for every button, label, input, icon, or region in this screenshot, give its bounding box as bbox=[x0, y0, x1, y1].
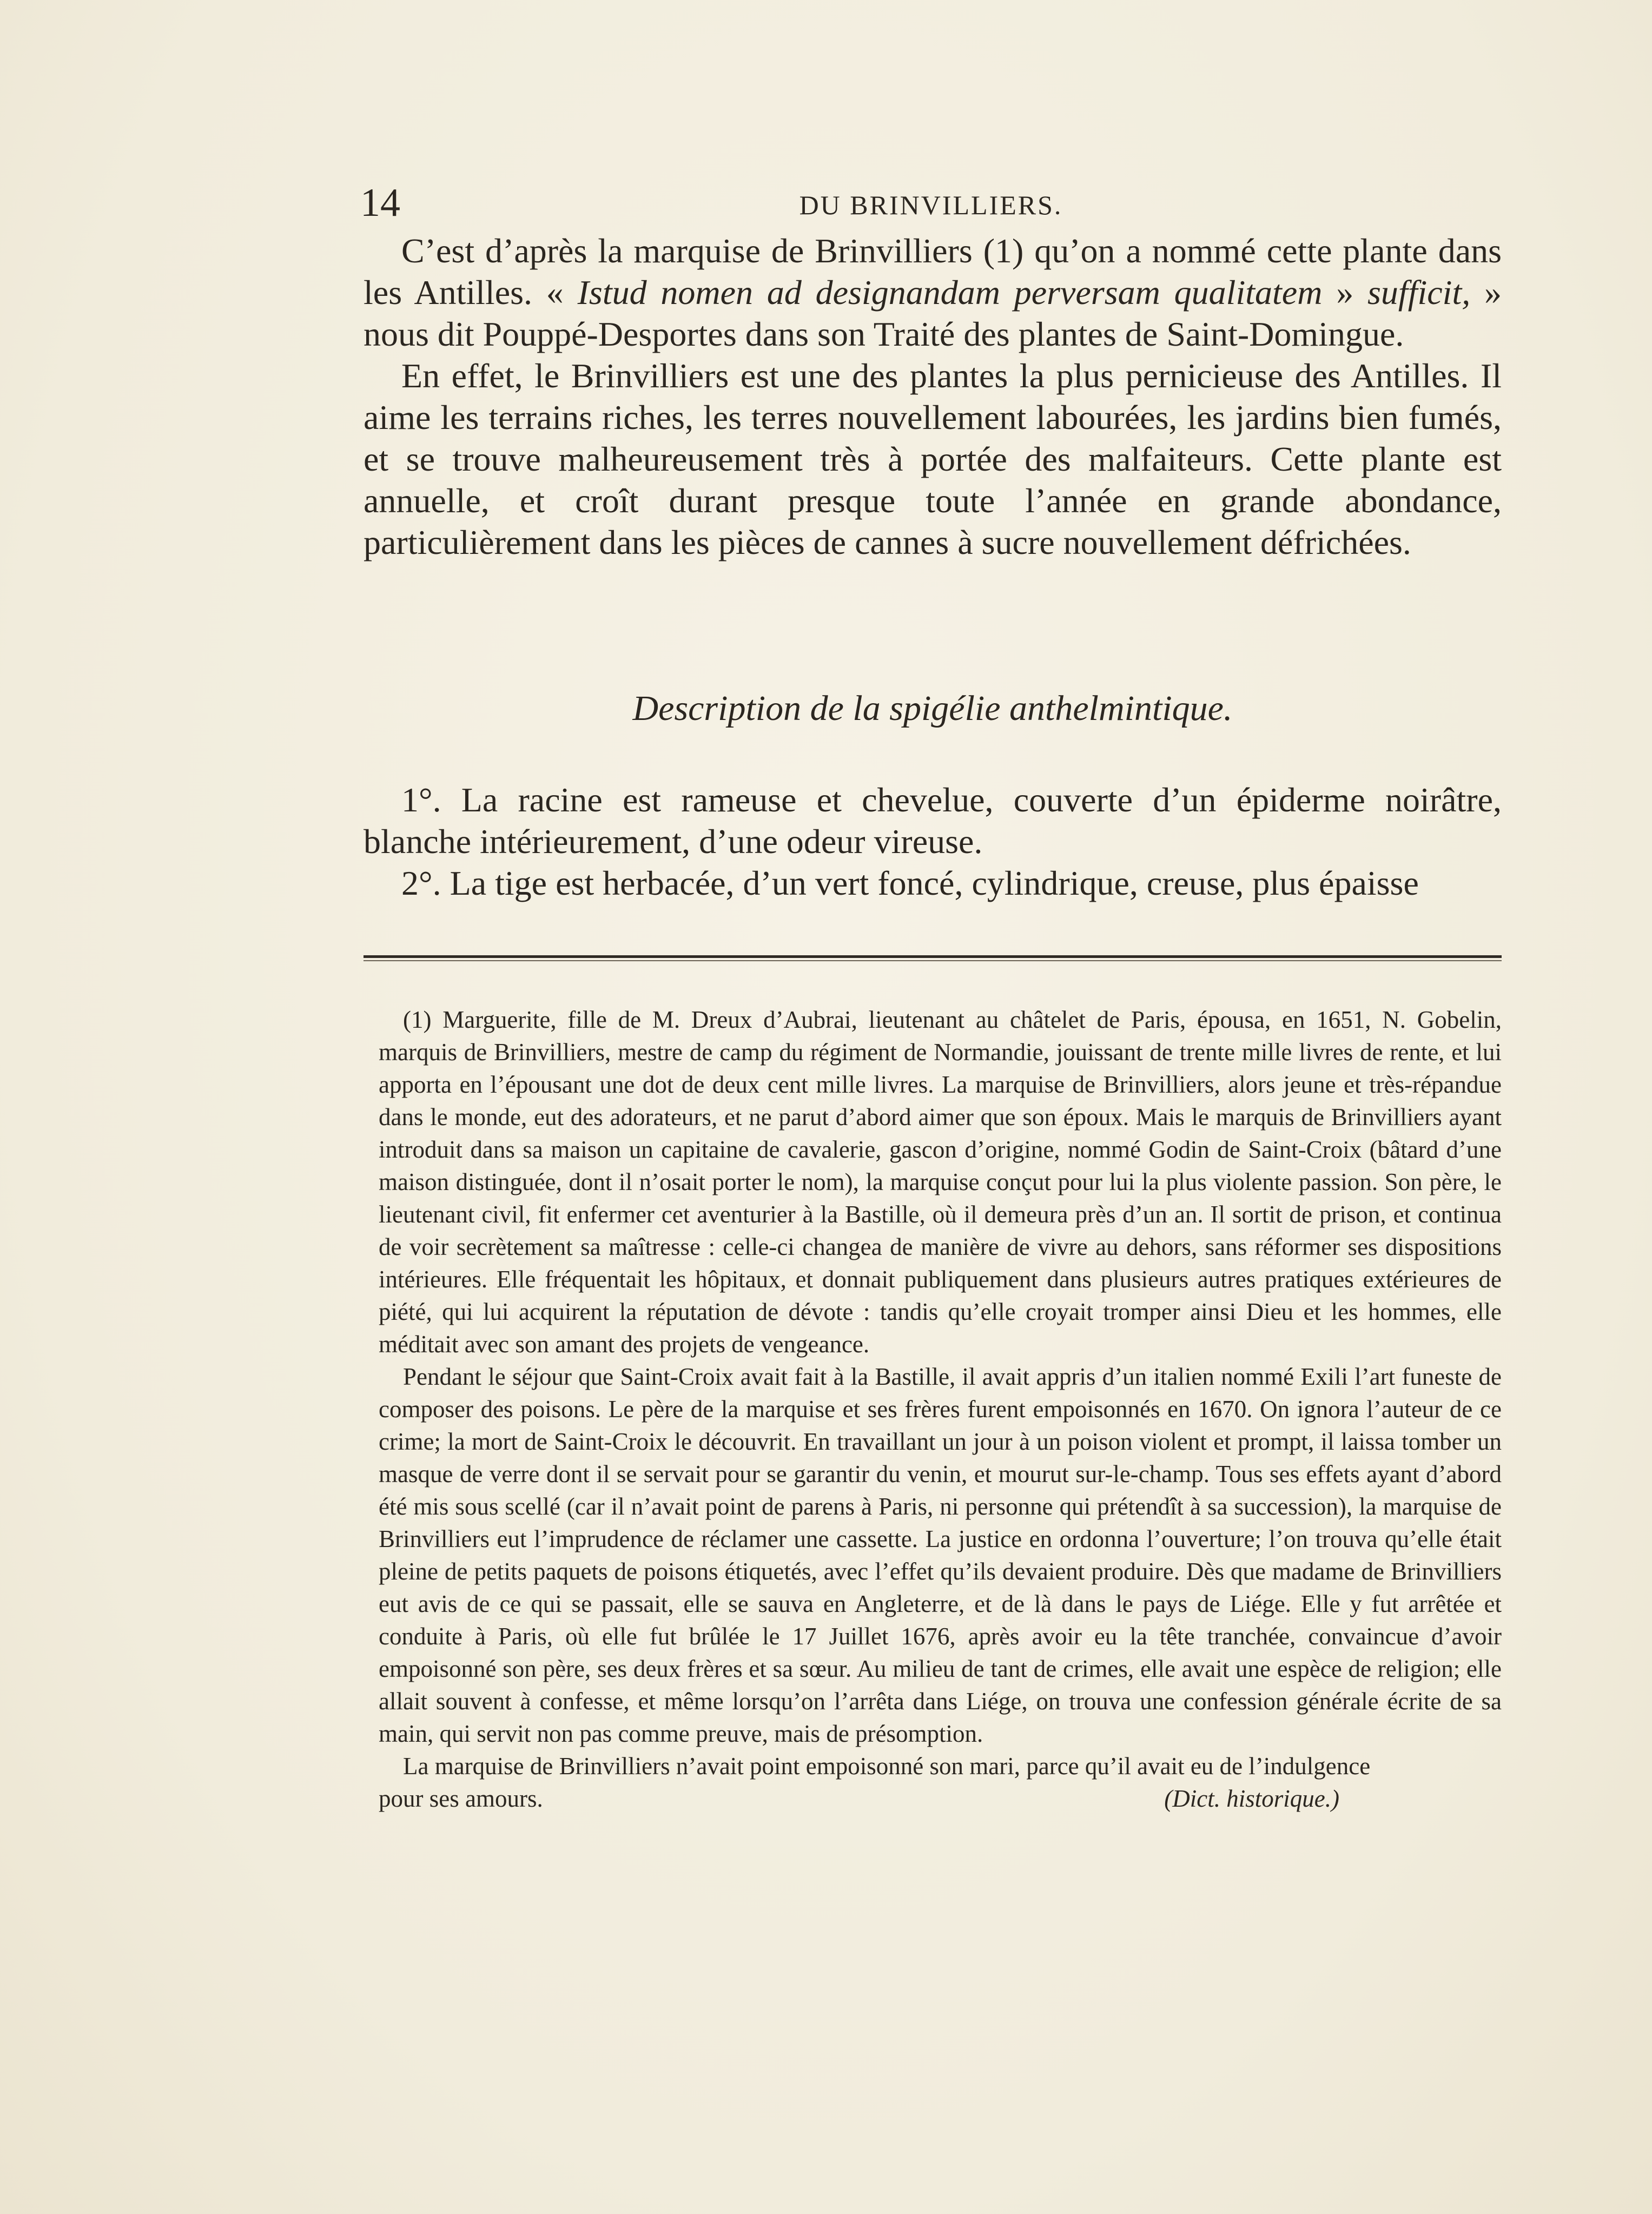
footnote-last-line bbox=[379, 1782, 1502, 1815]
footnotes bbox=[379, 1003, 1502, 1815]
description-text bbox=[364, 779, 1502, 904]
section-heading: Description de la spigélie anthelmintique. bbox=[632, 689, 1233, 728]
footnote-divider bbox=[364, 955, 1502, 958]
description-item: 1°. La racine est rameuse et chevelue, couverte d’un épiderme noirâtre, blanche intérieurement, d’une odeur vireuse. bbox=[364, 781, 1502, 861]
footnote-paragraph: Pendant le séjour que Saint-Croix avait fait à la Bastille, il avait appris d’un italien nommé Exili l’art funeste de composer des poisons. Le père de la marquise et ses frères furent empoisonnés en 1670. On ignora l’auteur de ce crime; la mort de Saint-Croix le découvrit. En travaillant un jour à un poison violent et prompt, il laissa tomber un masque de verre dont il se servait pour se garantir du venin, et mourut sur-le-champ. Tous ses effets ayant d’abord été mis sous scellé (car il n’avait point de parens à Paris, ni personne qui prétendît à sa succession), la marquise de Brinvilliers eut l’imprudence de réclamer une cassette. La justice en ordonna l’ouverture; l’on trouva qu’elle était pleine de petits paquets de poisons étiquetés, avec l’effet qu’ils devaient produire. Dès que madame de Brinvilliers eut avis de ce qui se passait, elle se sauva en Angleterre, et de là dans le pays de Liége. Elle y fut arrêtée et conduite à Paris, où elle fut brûlée le 17 Juillet 1676, après avoir eu la tête tranchée, convaincue d’avoir empoisonné son père, ses deux frères et sa sœur. Au milieu de tant de crimes, elle avait une espèce de religion; elle allait souvent à confesse, et même lorsqu’on l’arrêta dans Liége, on trouva une confession générale écrite de sa main, qui servit non pas comme preuve, mais de présomption. bbox=[379, 1363, 1502, 1747]
running-title: DU BRINVILLIERS. bbox=[799, 190, 1063, 220]
description-item: 2°. La tige est herbacée, d’un vert foncé, cylindrique, creuse, plus épaisse bbox=[401, 864, 1419, 902]
latin-quote-end: sufficit, bbox=[1367, 273, 1471, 312]
page-number: 14 bbox=[360, 181, 400, 225]
footnote-paragraph: La marquise de Brinvilliers n’avait point empoisonné son mari, parce qu’il avait eu de l’indulgence bbox=[403, 1753, 1371, 1780]
citation: (Dict. historique.) bbox=[1164, 1785, 1339, 1812]
paragraph: C’est d’après la marquise de Brinvilliers (1) qu’on a nommé cette plante dans les Antilles. « Istud nomen ad designandam perversam qualitatem » sufficit, » nous dit Pouppé-Desportes dans son Traité des plantes de Saint-Domingue. bbox=[364, 232, 1502, 353]
running-head bbox=[360, 181, 1502, 224]
footnote-line-end: pour ses amours. bbox=[379, 1785, 543, 1812]
latin-quote: Istud nomen ad designandam perversam qualitatem bbox=[577, 273, 1323, 312]
main-text bbox=[364, 230, 1502, 563]
paragraph: En effet, le Brinvilliers est une des plantes la plus pernicieuse des Antilles. Il aime les terrains riches, les terres nouvellement labourées, les jardins bien fumés, et se trouve malheureusement très à portée des malfaiteurs. Cette plante est annuelle, et croît durant presque toute l’année en grande abondance, particulièrement dans les pièces de cannes à sucre nouvellement défrichées. bbox=[364, 356, 1502, 561]
footnote-paragraph: (1) Marguerite, fille de M. Dreux d’Aubrai, lieutenant au châtelet de Paris, épousa, en 1651, N. Gobelin, marquis de Brinvilliers, mestre de camp du régiment de Normandie, jouissant de trente mille livres de rente, et lui apporta en l’épousant une dot de deux cent mille livres. La marquise de Brinvilliers, alors jeune et très-répandue dans le monde, eut des adorateurs, et ne parut d’abord aimer que son époux. Mais le marquis de Brinvilliers ayant introduit dans sa maison un capitaine de cavalerie, gascon d’origine, nommé Godin de Saint-Croix (bâtard d’une maison distinguée, dont il n’osait porter le nom), la marquise conçut pour lui la plus violente passion. Son père, le lieutenant civil, fit enfermer cet aventurier à la Bastille, où il demeura près d’un an. Il sortit de prison, et continua de voir secrètement sa maîtresse : celle-ci changea de manière de vivre au dehors, sans réformer ses dispositions intérieures. Elle fréquentait les hôpitaux, et donnait publiquement dans plusieurs autres pratiques extérieures de piété, qui lui acquirent la réputation de dévote : tandis qu’elle croyait tromper ainsi Dieu et les hommes, elle méditait avec son amant des projets de vengeance. bbox=[379, 1006, 1502, 1358]
